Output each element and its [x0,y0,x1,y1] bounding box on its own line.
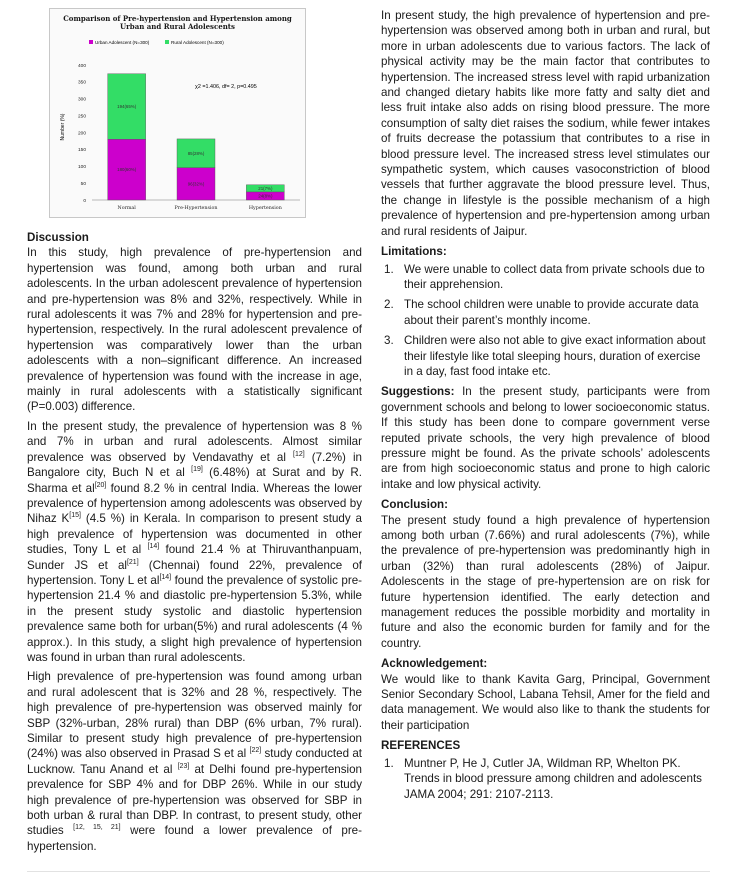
x-tick-label: Hypertension [248,206,282,211]
citation: [21] [126,558,139,566]
y-tick-label: 150 [77,148,86,154]
y-tick-label: 200 [77,131,86,137]
page-bottom-rule [27,871,710,872]
legend-swatch-rural [165,40,169,44]
citation: [20] [94,481,107,489]
suggestions-label: Suggestions: [381,385,455,399]
citation: [12] [293,450,305,458]
left-column [27,8,362,854]
reference-item: 1. Muntner P, He J, Cutler JA, Wildman RP, Whelton PK. Trends in blood pressure among children and adolescents JAMA 2004; 291: 2107-2113. [384,756,702,801]
acknowledgement-paragraph: We would like to thank Kavita Garg, Principal, Government Senior Secondary School, Labana Tehsil, Amer for the field and data management. We would also like to thank the students for their participation [381,672,710,732]
y-tick-label: 350 [77,80,86,86]
discussion-heading: Discussion [27,231,89,244]
y-tick-label: 100 [77,165,86,171]
x-tick-label: Pre-Hypertension [174,206,218,211]
citation: [12, 15, 21] [73,824,121,832]
citation: [15] [69,512,81,520]
y-tick-label: 0 [83,198,86,204]
data-label: 85(28%) [187,150,205,156]
chart-title: Comparison of Pre-hypertension and Hypertension among Urban and Rural Adolescents [63,14,292,31]
y-tick-label: 50 [80,181,86,187]
bar-chart-figure [49,8,306,218]
citation: [14] [159,574,172,582]
limitations-heading: Limitations: [381,245,447,259]
citation: [22] [249,747,262,755]
citation: [14] [147,543,160,551]
data-label: 194(65%) [117,104,137,110]
discussion-paragraph-2: In the present study, the prevalence of hypertension was 8 % and 7% in urban and rural adolescents. Almost similar prevalence was observed by Vendavathy et al [12] (7.2%) in Bangalore city, Buch N et al [19] (6.48%) at Surat and by R. Sharma et al[20] found 8.2 % in central India. Whereas the lower prevalence of hypertension among adolescents was observed by Nihaz K[15] (4.5 %) in Kerala. In comparison to present study a high prevalence of hypertension was documented in other studies, Tony L et al [14] found 21.4 % at Thiruvanthanpuam, Sunder JS et al[21] (Chennai) found 22%, prevalence of hypertension. Tony L et al[14] found the prevalence of systolic pre-hypertension 21.4 % and diastolic pre-hypertension 5.3%, while in the present study systolic and diastolic hypertension prevalence same both for urban(5%) and rural adolescents (4 % approx.). In this study, a slight high prevalence of hypertension was found in urban than rural adolescents. [27,419,363,664]
discussion-paragraph-4: In present study, the high prevalence of hypertension and pre-hypertension was observed among both in urban and rural, but more in urban adolescents due to various factors. The lack of physical activity may be the main factor that contributes to hypertension. The increased stress level with rapid urbanization and changed dietary habits like more fatty and salty diet and less fruit intake also adds on rising blood pressure. The more consumption of salty diet raises the sodium, while fewer intakes of fruits decrease the potassium that contributes to a rise in blood pressure level. The increased stress level stimulates our sympathetic system, which causes vasoconstriction of blood vessels that further aggravate the blood pressure level. Thus, the change in lifestyle is the possible mechanism of a high prevalence of hypertension and pre-hypertension among urban and rural residents of Jaipur. [381,9,710,238]
data-label: 24(8%) [258,193,273,199]
data-label: 96(32%) [187,181,205,187]
chi-square-annotation: χ2 =1.406, df= 2, p=0.495 [195,84,257,90]
citation: [23] [177,762,190,770]
list-item: 3. Children were also not able to give exact information about their lifestyle like total sleeping hours, duration of exercise in a day, fast food intake etc. [384,334,706,378]
y-tick-label: 300 [77,97,86,103]
y-axis-label: Number (%) [60,113,66,141]
right-column [381,8,710,807]
x-tick-label: Normal [117,206,136,211]
discussion-paragraph-1: In this study, high prevalence of pre-hypertension and hypertension was found, among both urban and rural adolescents. In the urban adolescent prevalence of hypertension and pre-hypertension was 8% and 32%, respectively. While in rural adolescents it was 7% and 28% for hypertension and pre-hypertension, respectively. In the rural adolescent prevalence of hypertension was comparatively lower than the urban adolescents with a non–significant difference. An increased prevalence of hypertension was found with the increase in age, mainly in rural adolescents with a statistically significant (P=0.003) difference. [27,246,362,414]
discussion-paragraph-3: High prevalence of pre-hypertension was found among urban and rural adolescent that is 32% and 28 %, respectively. The high prevalence of pre-hypertension was observed mainly for SBP (32%-urban, 28% rural) than DBP (6% urban, 7% rural). Similar to present study high prevalence of pre-hypertension (24%) was also observed in Prasad S et al [22] study conducted at Lucknow. Tanu Anand et al [23] at Delhi found pre-hypertension prevalence for SBP 4% and for DBP 26%. While in our study high prevalence of pre-hypertension was observed for SBP in both urban & rural than DBP. In contrast, to present study, other studies [12, 15, 21] were found a lower prevalence of pre-hypertension. [27,670,363,853]
acknowledgement-heading: Acknowledgement: [381,657,488,671]
references-heading: REFERENCES [381,739,461,753]
chart-svg [50,9,305,217]
y-tick-label: 400 [77,63,86,69]
conclusion-heading: Conclusion: [381,498,448,512]
data-label: 21(7%) [258,185,273,191]
suggestions-paragraph: Suggestions: In the present study, participants were from government schools and belong to lower socioeconomic status. If this study has been done to compare government verse reputed private schools, the very high prevalence of blood pressure might be found. As the private schools’ adolescents are from high socioeconomic status and prone to high caloric intake and low physical activity. [381,385,710,491]
list-item: 1. We were unable to collect data from private schools due to their apprehension. [384,262,705,291]
references-list [381,756,710,802]
legend-label-urban: Urban Adolescent (N=300) [95,40,150,45]
legend-label-rural: Rural Adolescent (N=300) [171,40,224,45]
limitations-list [381,262,710,380]
y-tick-label: 250 [77,114,86,120]
data-label: 180(60%) [117,167,137,173]
citation: [19] [191,466,203,474]
legend-swatch-urban [89,40,93,44]
list-item: 2. The school children were unable to provide accurate data about their parent’s monthly income. [384,298,699,327]
conclusion-paragraph: The present study found a high prevalence of hypertension among both urban (7.66%) and rural adolescents (7%), while the prevalence of pre-hypertension was predominantly high in urban (32%) than rural adolescents (28%) of Jaipur. Adolescents in the stage of pre-hypertension are on risk for future hypertension identified. The early detection and management reduces the possible morbidity and mortality in future and also the economic burden for family and for the country. [381,513,710,650]
